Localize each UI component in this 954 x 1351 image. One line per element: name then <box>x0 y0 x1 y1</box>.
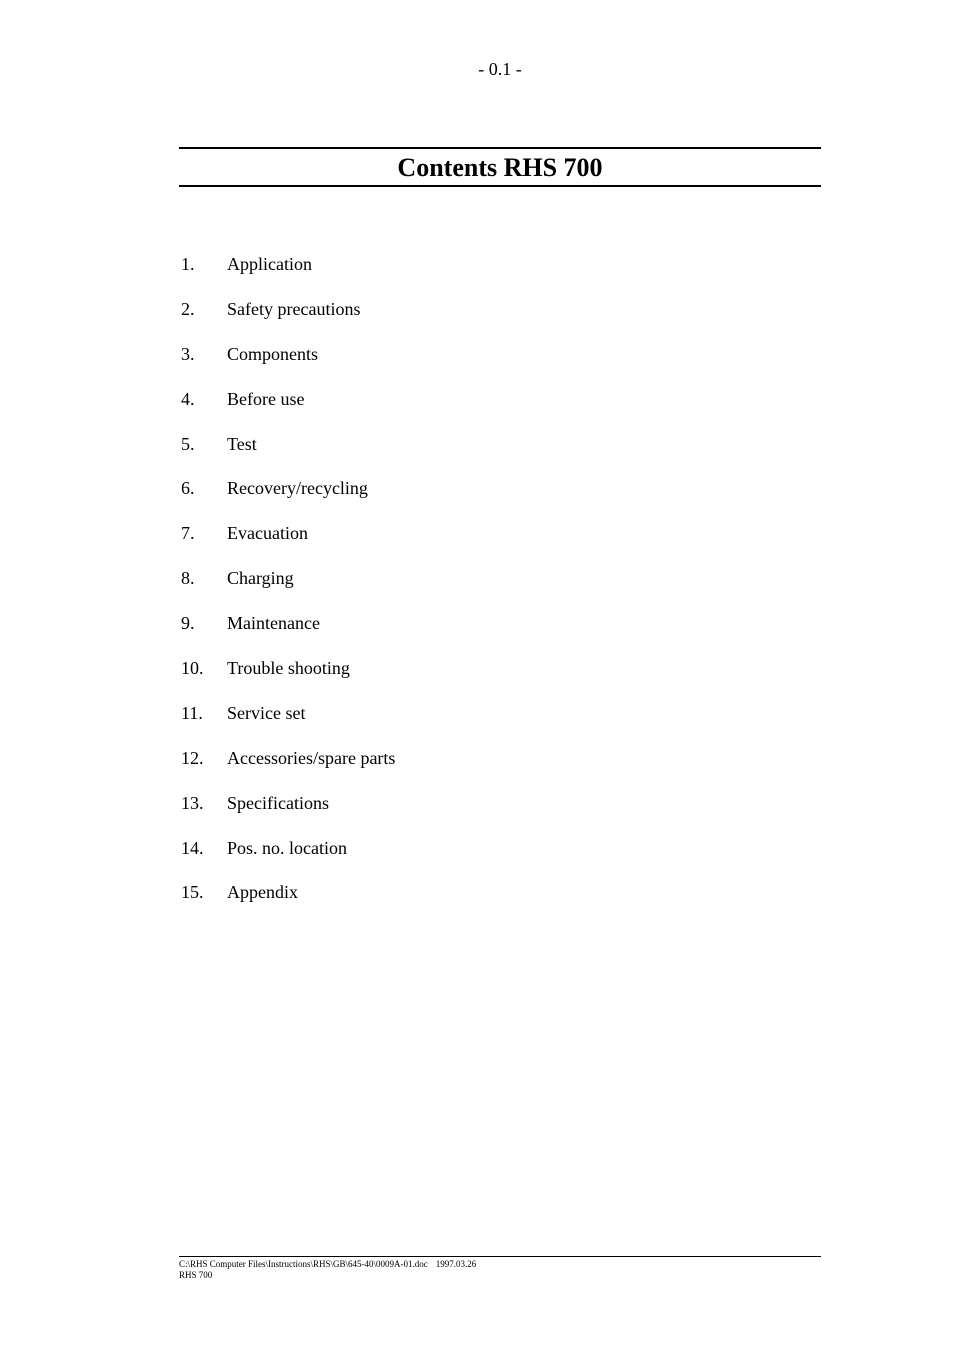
toc-item-label: Maintenance <box>227 613 320 634</box>
toc-item-label: Test <box>227 433 257 454</box>
toc-item-number: 13. <box>181 792 204 813</box>
page-number: - 0.1 - <box>478 59 522 79</box>
page-footer <box>179 1256 821 1281</box>
toc-item-number: 1. <box>181 254 195 274</box>
table-of-contents <box>181 252 395 925</box>
footer-file-line <box>179 1259 821 1270</box>
toc-item-number: 2. <box>181 298 195 319</box>
toc-item <box>181 701 395 746</box>
toc-item-label: Specifications <box>227 792 329 813</box>
toc-item-label: Trouble shooting <box>227 658 350 679</box>
toc-item-label: Recovery/recycling <box>227 478 368 499</box>
toc-item-label: Components <box>227 343 319 364</box>
toc-item <box>181 791 395 836</box>
toc-item-number: 10. <box>181 658 204 679</box>
toc-item <box>181 611 395 656</box>
toc-item <box>181 656 395 701</box>
toc-item-label: Accessories/spare parts <box>227 747 396 768</box>
toc-item-label: Application <box>227 254 312 274</box>
toc-item <box>181 342 395 387</box>
toc-item-label: Appendix <box>227 882 298 903</box>
toc-item <box>181 566 395 611</box>
toc-item-label: Evacuation <box>227 523 308 544</box>
toc-item-number: 8. <box>181 568 195 589</box>
footer-file-path: C:\RHS Computer Files\Instructions\RHS\GB\645-40\0009A-01.doc <box>179 1259 428 1269</box>
toc-item <box>181 297 395 342</box>
toc-item-label: Pos. no. location <box>227 837 347 858</box>
toc-item <box>181 252 395 297</box>
toc-item <box>181 746 395 791</box>
footer-date: 1997.03.26 <box>435 1259 477 1269</box>
toc-item-number: 7. <box>181 523 195 544</box>
toc-item <box>181 521 395 566</box>
toc-item <box>181 432 395 477</box>
toc-item-label: Safety precautions <box>227 298 361 319</box>
toc-item <box>181 387 395 432</box>
toc-item-number: 9. <box>181 613 195 634</box>
toc-item-label: Service set <box>227 702 306 723</box>
toc-item-label: Before use <box>227 388 305 409</box>
toc-item-number: 3. <box>181 343 195 364</box>
toc-item <box>181 880 395 925</box>
toc-item-number: 4. <box>181 388 195 409</box>
title-block <box>179 147 821 187</box>
toc-item-number: 6. <box>181 478 195 499</box>
toc-item-label: Charging <box>227 568 294 589</box>
toc-item-number: 12. <box>181 747 204 768</box>
toc-item <box>181 836 395 881</box>
toc-item-number: 14. <box>181 837 204 858</box>
footer-product: RHS 700 <box>179 1270 213 1280</box>
toc-item-number: 5. <box>181 433 195 454</box>
toc-item-number: 11. <box>181 702 203 723</box>
page-title: Contents RHS 700 <box>397 153 603 182</box>
toc-item <box>181 476 395 521</box>
toc-item-number: 15. <box>181 882 204 903</box>
